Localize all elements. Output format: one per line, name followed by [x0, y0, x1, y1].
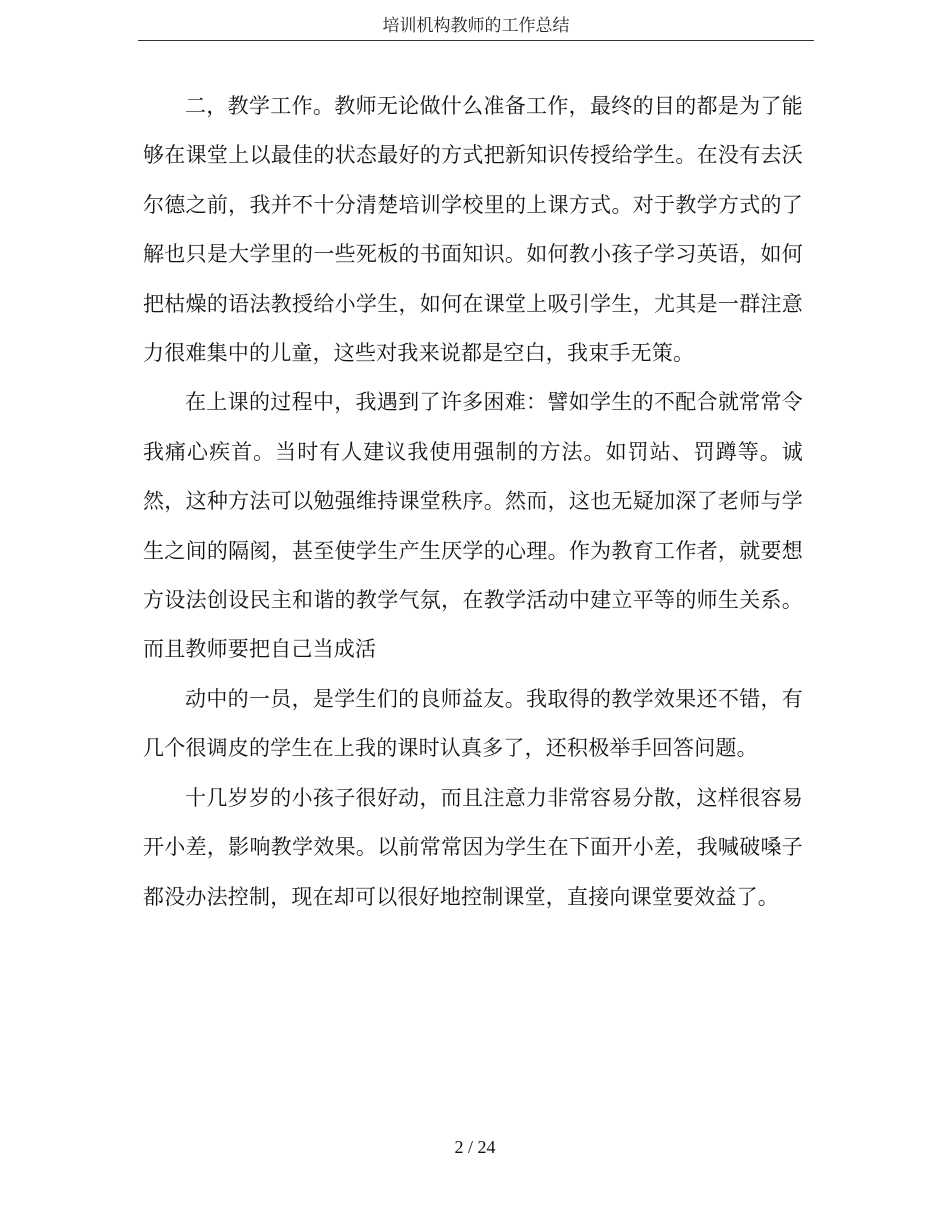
document-body [143, 82, 803, 922]
paragraph-teaching-effect: 动中的一员，是学生们的良师益友。我取得的教学效果还不错，有几个很调皮的学生在上我的课时认真多了，还积极举手回答问题。 [143, 686, 803, 761]
paragraph-classroom-difficulties: 在上课的过程中，我遇到了许多困难：譬如学生的不配合就常常令我痛心疾首。当时有人建议我使用强制的方法。如罚站、罚蹲等。诚然，这种方法可以勉强维持课堂秩序。然而，这也无疑加深了老师与学生之间的隔阂，甚至使学生产生厌学的心理。作为教育工作者，就要想方设法创设民主和谐的教学气氛，在教学活动中建立平等的师生关系。而且教师要把自己当成活 [143, 390, 803, 662]
header-title: 培训机构教师的工作总结 [382, 16, 570, 36]
paragraph-teaching-work: 二，教学工作。教师无论做什么准备工作，最终的目的都是为了能够在课堂上以最佳的状态最好的方式把新知识传授给学生。在没有去沃尔德之前，我并不十分清楚培训学校里的上课方式。对于教学方式的了解也只是大学里的一些死板的书面知识。如何教小孩子学习英语，如何把枯燥的语法教授给小学生，如何在课堂上吸引学生，尤其是一群注意力很难集中的儿童，这些对我来说都是空白，我束手无策。 [143, 94, 803, 366]
paragraph-classroom-control: 十几岁岁的小孩子很好动，而且注意力非常容易分散，这样很容易开小差，影响教学效果。以前常常因为学生在下面开小差，我喊破嗓子都没办法控制，现在却可以很好地控制课堂，直接向课堂要效益了。 [143, 785, 803, 909]
page-header [138, 12, 814, 41]
page-number: 2 / 24 [454, 1137, 496, 1157]
